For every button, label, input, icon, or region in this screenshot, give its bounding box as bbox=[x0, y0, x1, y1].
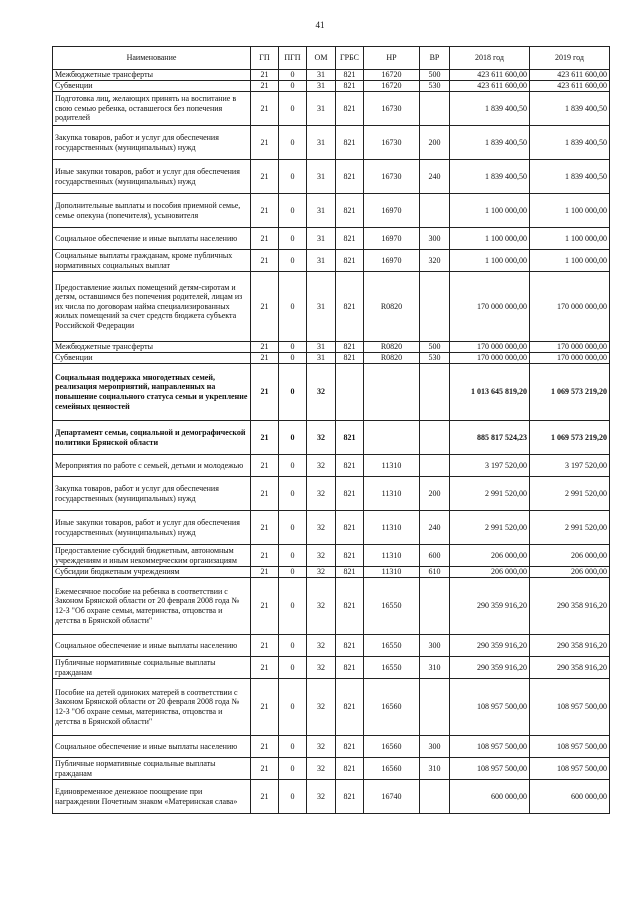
cell-name: Департамент семьи, социальной и демографической политики Брянской области bbox=[53, 421, 251, 455]
col-header-gp: ГП bbox=[251, 47, 279, 70]
cell-grbs: 821 bbox=[336, 92, 364, 126]
table-row bbox=[53, 250, 610, 272]
cell-pgp: 0 bbox=[279, 70, 307, 81]
table-row bbox=[53, 92, 610, 126]
cell-np: 16970 bbox=[364, 250, 420, 272]
cell-np: R0820 bbox=[364, 272, 420, 342]
cell-vr bbox=[420, 364, 450, 421]
cell-np: 16730 bbox=[364, 126, 420, 160]
cell-y2018: 885 817 524,23 bbox=[450, 421, 530, 455]
cell-pgp: 0 bbox=[279, 657, 307, 679]
cell-name: Межбюджетные трансферты bbox=[53, 70, 251, 81]
cell-vr: 610 bbox=[420, 567, 450, 578]
table-row bbox=[53, 81, 610, 92]
table-row bbox=[53, 421, 610, 455]
table-row bbox=[53, 567, 610, 578]
cell-y2019: 1 069 573 219,20 bbox=[530, 421, 610, 455]
table-row bbox=[53, 578, 610, 635]
table-row bbox=[53, 477, 610, 511]
table-row bbox=[53, 70, 610, 81]
cell-name: Закупка товаров, работ и услуг для обеспечения государственных (муниципальных) нужд bbox=[53, 477, 251, 511]
cell-om: 32 bbox=[307, 421, 336, 455]
cell-y2018: 1 100 000,00 bbox=[450, 228, 530, 250]
cell-name: Межбюджетные трансферты bbox=[53, 342, 251, 353]
cell-y2018: 206 000,00 bbox=[450, 567, 530, 578]
col-header-2019: 2019 год bbox=[530, 47, 610, 70]
cell-gp: 21 bbox=[251, 160, 279, 194]
cell-om: 31 bbox=[307, 81, 336, 92]
cell-y2018: 170 000 000,00 bbox=[450, 342, 530, 353]
table-row bbox=[53, 780, 610, 814]
cell-np: 16720 bbox=[364, 70, 420, 81]
table-row bbox=[53, 679, 610, 736]
cell-y2019: 600 000,00 bbox=[530, 780, 610, 814]
table-row bbox=[53, 272, 610, 342]
page-number: 41 bbox=[315, 20, 325, 30]
cell-np: 16740 bbox=[364, 780, 420, 814]
table-row bbox=[53, 364, 610, 421]
cell-np: 11310 bbox=[364, 545, 420, 567]
cell-gp: 21 bbox=[251, 70, 279, 81]
cell-vr bbox=[420, 272, 450, 342]
cell-om: 31 bbox=[307, 353, 336, 364]
cell-y2019: 206 000,00 bbox=[530, 567, 610, 578]
cell-grbs: 821 bbox=[336, 657, 364, 679]
cell-pgp: 0 bbox=[279, 228, 307, 250]
cell-pgp: 0 bbox=[279, 272, 307, 342]
cell-y2018: 108 957 500,00 bbox=[450, 736, 530, 758]
cell-grbs: 821 bbox=[336, 758, 364, 780]
cell-np: 16730 bbox=[364, 160, 420, 194]
cell-vr: 530 bbox=[420, 81, 450, 92]
cell-np: 16730 bbox=[364, 92, 420, 126]
cell-gp: 21 bbox=[251, 635, 279, 657]
cell-y2019: 108 957 500,00 bbox=[530, 736, 610, 758]
cell-y2018: 1 013 645 819,20 bbox=[450, 364, 530, 421]
cell-vr: 530 bbox=[420, 353, 450, 364]
cell-y2019: 1 069 573 219,20 bbox=[530, 364, 610, 421]
cell-gp: 21 bbox=[251, 758, 279, 780]
col-header-vr: ВР bbox=[420, 47, 450, 70]
cell-pgp: 0 bbox=[279, 421, 307, 455]
cell-om: 32 bbox=[307, 578, 336, 635]
cell-grbs bbox=[336, 364, 364, 421]
col-header-name: Наименование bbox=[53, 47, 251, 70]
cell-grbs: 821 bbox=[336, 342, 364, 353]
cell-om: 32 bbox=[307, 455, 336, 477]
cell-vr: 200 bbox=[420, 126, 450, 160]
cell-om: 31 bbox=[307, 70, 336, 81]
cell-om: 31 bbox=[307, 272, 336, 342]
cell-vr: 320 bbox=[420, 250, 450, 272]
cell-vr bbox=[420, 421, 450, 455]
cell-grbs: 821 bbox=[336, 736, 364, 758]
cell-y2019: 170 000 000,00 bbox=[530, 342, 610, 353]
cell-name: Закупка товаров, работ и услуг для обеспечения государственных (муниципальных) нужд bbox=[53, 126, 251, 160]
cell-pgp: 0 bbox=[279, 92, 307, 126]
cell-vr: 200 bbox=[420, 477, 450, 511]
cell-y2019: 108 957 500,00 bbox=[530, 679, 610, 736]
cell-grbs: 821 bbox=[336, 250, 364, 272]
cell-name: Субсидии бюджетным учреждениям bbox=[53, 567, 251, 578]
cell-om: 31 bbox=[307, 126, 336, 160]
cell-y2019: 1 100 000,00 bbox=[530, 228, 610, 250]
cell-name: Социальная поддержка многодетных семей, реализация мероприятий, направленных на повышение социального статуса семьи и укрепление семейных ценностей bbox=[53, 364, 251, 421]
cell-gp: 21 bbox=[251, 736, 279, 758]
cell-y2018: 600 000,00 bbox=[450, 780, 530, 814]
cell-y2019: 2 991 520,00 bbox=[530, 477, 610, 511]
cell-pgp: 0 bbox=[279, 545, 307, 567]
cell-y2018: 423 611 600,00 bbox=[450, 70, 530, 81]
cell-pgp: 0 bbox=[279, 578, 307, 635]
cell-vr: 500 bbox=[420, 342, 450, 353]
cell-vr bbox=[420, 679, 450, 736]
cell-y2018: 2 991 520,00 bbox=[450, 511, 530, 545]
cell-y2018: 170 000 000,00 bbox=[450, 272, 530, 342]
cell-pgp: 0 bbox=[279, 250, 307, 272]
cell-pgp: 0 bbox=[279, 511, 307, 545]
cell-y2018: 1 100 000,00 bbox=[450, 194, 530, 228]
cell-np: 11310 bbox=[364, 477, 420, 511]
cell-y2019: 1 839 400,50 bbox=[530, 160, 610, 194]
cell-gp: 21 bbox=[251, 250, 279, 272]
cell-y2019: 206 000,00 bbox=[530, 545, 610, 567]
cell-y2018: 290 359 916,20 bbox=[450, 635, 530, 657]
cell-y2019: 108 957 500,00 bbox=[530, 758, 610, 780]
table-row bbox=[53, 736, 610, 758]
cell-gp: 21 bbox=[251, 81, 279, 92]
col-header-2018: 2018 год bbox=[450, 47, 530, 70]
cell-name: Иные закупки товаров, работ и услуг для обеспечения государственных (муниципальных) нужд bbox=[53, 511, 251, 545]
cell-grbs: 821 bbox=[336, 272, 364, 342]
cell-pgp: 0 bbox=[279, 679, 307, 736]
cell-om: 31 bbox=[307, 250, 336, 272]
cell-grbs: 821 bbox=[336, 126, 364, 160]
cell-y2018: 1 839 400,50 bbox=[450, 160, 530, 194]
col-header-pgp: ПГП bbox=[279, 47, 307, 70]
cell-y2018: 1 839 400,50 bbox=[450, 126, 530, 160]
cell-vr: 240 bbox=[420, 511, 450, 545]
cell-vr bbox=[420, 455, 450, 477]
cell-name: Предоставление субсидий бюджетным, автономным учреждениям и иным некоммерческим организациям bbox=[53, 545, 251, 567]
cell-grbs: 821 bbox=[336, 679, 364, 736]
cell-y2019: 1 100 000,00 bbox=[530, 250, 610, 272]
cell-name: Иные закупки товаров, работ и услуг для обеспечения государственных (муниципальных) нужд bbox=[53, 160, 251, 194]
col-header-np: НР bbox=[364, 47, 420, 70]
cell-name: Социальное обеспечение и иные выплаты населению bbox=[53, 736, 251, 758]
cell-om: 31 bbox=[307, 92, 336, 126]
cell-pgp: 0 bbox=[279, 567, 307, 578]
cell-vr: 500 bbox=[420, 70, 450, 81]
cell-grbs: 821 bbox=[336, 228, 364, 250]
cell-grbs: 821 bbox=[336, 81, 364, 92]
cell-om: 31 bbox=[307, 342, 336, 353]
cell-name: Социальные выплаты гражданам, кроме публичных нормативных социальных выплат bbox=[53, 250, 251, 272]
cell-y2019: 1 839 400,50 bbox=[530, 92, 610, 126]
cell-pgp: 0 bbox=[279, 194, 307, 228]
cell-gp: 21 bbox=[251, 455, 279, 477]
cell-y2018: 1 839 400,50 bbox=[450, 92, 530, 126]
cell-grbs: 821 bbox=[336, 353, 364, 364]
cell-y2018: 3 197 520,00 bbox=[450, 455, 530, 477]
cell-vr: 300 bbox=[420, 736, 450, 758]
cell-pgp: 0 bbox=[279, 160, 307, 194]
cell-grbs: 821 bbox=[336, 780, 364, 814]
cell-pgp: 0 bbox=[279, 81, 307, 92]
cell-y2019: 423 611 600,00 bbox=[530, 70, 610, 81]
cell-name: Мероприятия по работе с семьей, детьми и молодежью bbox=[53, 455, 251, 477]
cell-grbs: 821 bbox=[336, 194, 364, 228]
cell-name: Публичные нормативные социальные выплаты гражданам bbox=[53, 758, 251, 780]
cell-grbs: 821 bbox=[336, 70, 364, 81]
cell-om: 31 bbox=[307, 194, 336, 228]
cell-grbs: 821 bbox=[336, 477, 364, 511]
cell-y2019: 2 991 520,00 bbox=[530, 511, 610, 545]
cell-grbs: 821 bbox=[336, 455, 364, 477]
cell-name: Пособие на детей одиноких матерей в соответствии с Законом Брянской области от 20 февраля 2008 года № 12-З "Об охране семьи, материнства, отцовства и детства в Брянской области" bbox=[53, 679, 251, 736]
cell-om: 31 bbox=[307, 228, 336, 250]
cell-name: Социальное обеспечение и иные выплаты населению bbox=[53, 635, 251, 657]
budget-table bbox=[52, 46, 610, 814]
cell-om: 32 bbox=[307, 364, 336, 421]
cell-y2018: 108 957 500,00 bbox=[450, 758, 530, 780]
table-row bbox=[53, 194, 610, 228]
cell-y2018: 170 000 000,00 bbox=[450, 353, 530, 364]
cell-vr: 310 bbox=[420, 657, 450, 679]
table-row bbox=[53, 342, 610, 353]
table-row bbox=[53, 657, 610, 679]
cell-grbs: 821 bbox=[336, 421, 364, 455]
cell-name: Подготовка лиц, желающих принять на воспитание в свою семью ребенка, оставшегося без попечения родителей bbox=[53, 92, 251, 126]
cell-y2019: 3 197 520,00 bbox=[530, 455, 610, 477]
cell-y2018: 423 611 600,00 bbox=[450, 81, 530, 92]
cell-np: 11310 bbox=[364, 567, 420, 578]
cell-np bbox=[364, 364, 420, 421]
table-row bbox=[53, 545, 610, 567]
cell-vr bbox=[420, 194, 450, 228]
cell-pgp: 0 bbox=[279, 780, 307, 814]
cell-y2018: 206 000,00 bbox=[450, 545, 530, 567]
table-row bbox=[53, 160, 610, 194]
cell-y2019: 290 358 916,20 bbox=[530, 635, 610, 657]
table-row bbox=[53, 353, 610, 364]
cell-np: R0820 bbox=[364, 342, 420, 353]
cell-gp: 21 bbox=[251, 780, 279, 814]
cell-pgp: 0 bbox=[279, 477, 307, 511]
cell-np: 16970 bbox=[364, 194, 420, 228]
cell-vr bbox=[420, 780, 450, 814]
cell-vr: 600 bbox=[420, 545, 450, 567]
cell-y2018: 1 100 000,00 bbox=[450, 250, 530, 272]
cell-gp: 21 bbox=[251, 545, 279, 567]
cell-pgp: 0 bbox=[279, 364, 307, 421]
cell-vr: 240 bbox=[420, 160, 450, 194]
cell-gp: 21 bbox=[251, 92, 279, 126]
cell-om: 32 bbox=[307, 511, 336, 545]
cell-np bbox=[364, 421, 420, 455]
cell-name: Ежемесячное пособие на ребенка в соответствии с Законом Брянской области от 20 февраля 2008 года № 12-З "Об охране семьи, материнства, отцовства и детства в Брянской области" bbox=[53, 578, 251, 635]
cell-grbs: 821 bbox=[336, 160, 364, 194]
cell-gp: 21 bbox=[251, 126, 279, 160]
cell-om: 32 bbox=[307, 545, 336, 567]
cell-grbs: 821 bbox=[336, 578, 364, 635]
cell-pgp: 0 bbox=[279, 455, 307, 477]
cell-om: 32 bbox=[307, 780, 336, 814]
cell-vr bbox=[420, 92, 450, 126]
cell-y2019: 1 100 000,00 bbox=[530, 194, 610, 228]
col-header-grbs: ГРБС bbox=[336, 47, 364, 70]
cell-gp: 21 bbox=[251, 364, 279, 421]
cell-np: 16550 bbox=[364, 578, 420, 635]
cell-np: 16550 bbox=[364, 635, 420, 657]
table-row bbox=[53, 758, 610, 780]
cell-grbs: 821 bbox=[336, 545, 364, 567]
cell-np: 16560 bbox=[364, 758, 420, 780]
cell-y2019: 423 611 600,00 bbox=[530, 81, 610, 92]
cell-y2018: 2 991 520,00 bbox=[450, 477, 530, 511]
col-header-om: ОМ bbox=[307, 47, 336, 70]
cell-gp: 21 bbox=[251, 194, 279, 228]
cell-y2018: 108 957 500,00 bbox=[450, 679, 530, 736]
cell-y2019: 170 000 000,00 bbox=[530, 353, 610, 364]
cell-np: 11310 bbox=[364, 511, 420, 545]
cell-gp: 21 bbox=[251, 272, 279, 342]
cell-gp: 21 bbox=[251, 511, 279, 545]
cell-np: R0820 bbox=[364, 353, 420, 364]
cell-om: 32 bbox=[307, 736, 336, 758]
cell-np: 16970 bbox=[364, 228, 420, 250]
cell-grbs: 821 bbox=[336, 567, 364, 578]
table-row bbox=[53, 511, 610, 545]
cell-y2018: 290 359 916,20 bbox=[450, 578, 530, 635]
cell-pgp: 0 bbox=[279, 126, 307, 160]
cell-om: 32 bbox=[307, 657, 336, 679]
cell-y2018: 290 359 916,20 bbox=[450, 657, 530, 679]
cell-gp: 21 bbox=[251, 421, 279, 455]
cell-name: Предоставление жилых помещений детям-сиротам и детям, оставшимся без попечения родителей, лицам из их числа по договорам найма специализированных жилых помещений за счет средств бюджета субъекта Российской Федерации bbox=[53, 272, 251, 342]
cell-om: 32 bbox=[307, 635, 336, 657]
cell-vr: 300 bbox=[420, 228, 450, 250]
cell-vr bbox=[420, 578, 450, 635]
cell-np: 16550 bbox=[364, 657, 420, 679]
table-header bbox=[53, 47, 610, 70]
cell-pgp: 0 bbox=[279, 736, 307, 758]
cell-name: Дополнительные выплаты и пособия приемной семье, семье опекуна (попечителя), усыновителя bbox=[53, 194, 251, 228]
cell-np: 16560 bbox=[364, 736, 420, 758]
cell-om: 32 bbox=[307, 567, 336, 578]
cell-grbs: 821 bbox=[336, 635, 364, 657]
cell-np: 16560 bbox=[364, 679, 420, 736]
cell-gp: 21 bbox=[251, 657, 279, 679]
cell-y2019: 290 358 916,20 bbox=[530, 657, 610, 679]
table-row bbox=[53, 455, 610, 477]
cell-om: 31 bbox=[307, 160, 336, 194]
cell-name: Социальное обеспечение и иные выплаты населению bbox=[53, 228, 251, 250]
cell-np: 16720 bbox=[364, 81, 420, 92]
cell-om: 32 bbox=[307, 477, 336, 511]
cell-y2019: 1 839 400,50 bbox=[530, 126, 610, 160]
cell-gp: 21 bbox=[251, 342, 279, 353]
cell-y2019: 170 000 000,00 bbox=[530, 272, 610, 342]
cell-pgp: 0 bbox=[279, 342, 307, 353]
cell-grbs: 821 bbox=[336, 511, 364, 545]
cell-name: Субвенции bbox=[53, 353, 251, 364]
cell-om: 32 bbox=[307, 758, 336, 780]
cell-gp: 21 bbox=[251, 679, 279, 736]
cell-gp: 21 bbox=[251, 353, 279, 364]
cell-y2019: 290 358 916,20 bbox=[530, 578, 610, 635]
cell-gp: 21 bbox=[251, 477, 279, 511]
cell-name: Публичные нормативные социальные выплаты гражданам bbox=[53, 657, 251, 679]
cell-np: 11310 bbox=[364, 455, 420, 477]
table-row bbox=[53, 126, 610, 160]
cell-vr: 300 bbox=[420, 635, 450, 657]
cell-om: 32 bbox=[307, 679, 336, 736]
cell-pgp: 0 bbox=[279, 758, 307, 780]
cell-gp: 21 bbox=[251, 578, 279, 635]
cell-vr: 310 bbox=[420, 758, 450, 780]
table-row bbox=[53, 228, 610, 250]
cell-name: Единовременное денежное поощрение при награждении Почетным знаком «Материнская слава» bbox=[53, 780, 251, 814]
table-row bbox=[53, 635, 610, 657]
cell-name: Субвенции bbox=[53, 81, 251, 92]
cell-gp: 21 bbox=[251, 567, 279, 578]
cell-gp: 21 bbox=[251, 228, 279, 250]
cell-pgp: 0 bbox=[279, 635, 307, 657]
cell-pgp: 0 bbox=[279, 353, 307, 364]
